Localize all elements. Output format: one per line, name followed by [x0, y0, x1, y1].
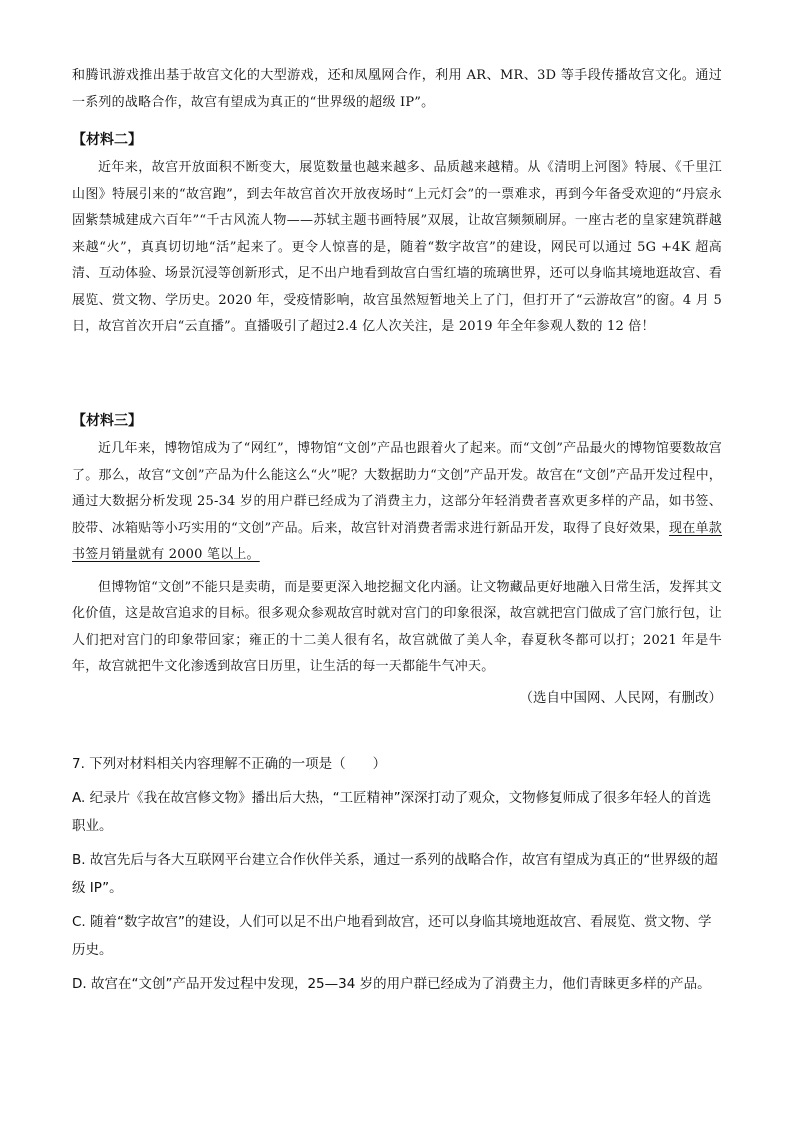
intro-paragraph: 和腾讯游戏推出基于故宫文化的大型游戏，还和凤凰网合作，利用 AR、MR、3D 等手段传播故宫文化。通过一系列的战略合作，故宫有望成为真正的“世界级的超级 IP”。 [72, 68, 722, 110]
option-d: D. 故宫在“文创”产品开发过程中发现，25—34 岁的用户群已经成为了消费主力，他们青睐更多样的产品。 [72, 976, 711, 992]
material-three-paragraph-1 [72, 436, 722, 569]
material-two-heading: 【材料二】 [72, 132, 142, 148]
option-c: C. 随着“数字故宫”的建设，人们可以足不出户地看到故宫，还可以身临其境地逛故宫、看展览、赏文物、学历史。 [72, 914, 712, 958]
material-three-paragraph-2: 但博物馆“文创”不能只是卖萌，而是要更深入地挖掘文化内涵。让文物藏品更好地融入日常生活，发挥其文化价值，这是故宫追求的目标。很多观众参观故宫时就对宫门的印象很深，故宫就把宫门做成了宫门旅行包，让人们把对宫门的印象带回家；雍正的十二美人很有名，故宫就做了美人伞，春夏秋冬都可以打；2021 年是牛年，故宫就把牛文化渗透到故宫日历里，让生活的每一天都能牛气冲天。 [72, 579, 722, 674]
material-two-section [72, 127, 722, 341]
material-three-heading: 【材料三】 [72, 413, 142, 429]
option-a: A. 纪录片《我在故宫修文物》播出后大热，“工匠精神”深深打动了观众，文物修复师成了很多年轻人的首选职业。 [72, 790, 712, 834]
option-b: B. 故宫先后与各大互联网平台建立合作伙伴关系，通过一系列的战略合作，故宫有望成为真正的“世界级的超级 IP”。 [72, 852, 718, 896]
source-citation: （选自中国网、人民网，有删改） [519, 689, 722, 706]
material-three-section [72, 408, 722, 711]
question-section [72, 750, 722, 998]
question-stem: 7. 下列对材料相关内容理解不正确的一项是（ ） [72, 756, 387, 772]
material-two-paragraph: 近年来，故宫开放面积不断变大，展览数量也越来越多、品质越来越精。从《清明上河图》特展、《千里江山图》特展引来的“故宫跑”，到去年故宫首次开放夜场时“上元灯会”的一票难求，再到今年备受欢迎的“丹宸永固紫禁城建成六百年”“千古风流人物——苏轼主题书画特展”双展，让故宫频频刷屏。一座古老的皇家建筑群越来越“火”，真真切切地“活”起来了。更令人惊喜的是，随着“数字故宫”的建设，网民可以通过 5G +4K 超高清、互动体验、场景沉浸等创新形式，足不出户地看到故宫白雪红墙的琉璃世界，还可以身临其境地逛故宫、看展览、赏文物、学历史。2020 年，受疫情影响，故宫虽然短暂地关上了门，但打开了“云游故宫”的窗。4 月 5 日，故宫首次开启“云直播”。直播吸引了超过2.4 亿人次关注，是 2019 年全年参观人数的 12 倍！ [72, 160, 722, 334]
underlined-sentence: 现在单款书签月销量就有 2000 笔以上。 [72, 520, 722, 562]
paragraph-1-text: 近几年来，博物馆成为了“网红”，博物馆“文创”产品也跟着火了起来。而“文创”产品最火的博物馆要数故宫了。那么，故宫“文创”产品为什么能这么“火”呢？大数据助力“文创”产品开发。故宫在“文创”产品开发过程中，通过大数据分析发现 25-34 岁的用户群已经成为了消费主力，这部分年轻消费者喜欢更多样的产品，如书签、胶带、冰箱贴等小巧实用的“文创”产品。后来，故宫针对消费者需求进行新品开发，取得了良好效果， [72, 441, 722, 536]
intro-section [72, 63, 722, 116]
